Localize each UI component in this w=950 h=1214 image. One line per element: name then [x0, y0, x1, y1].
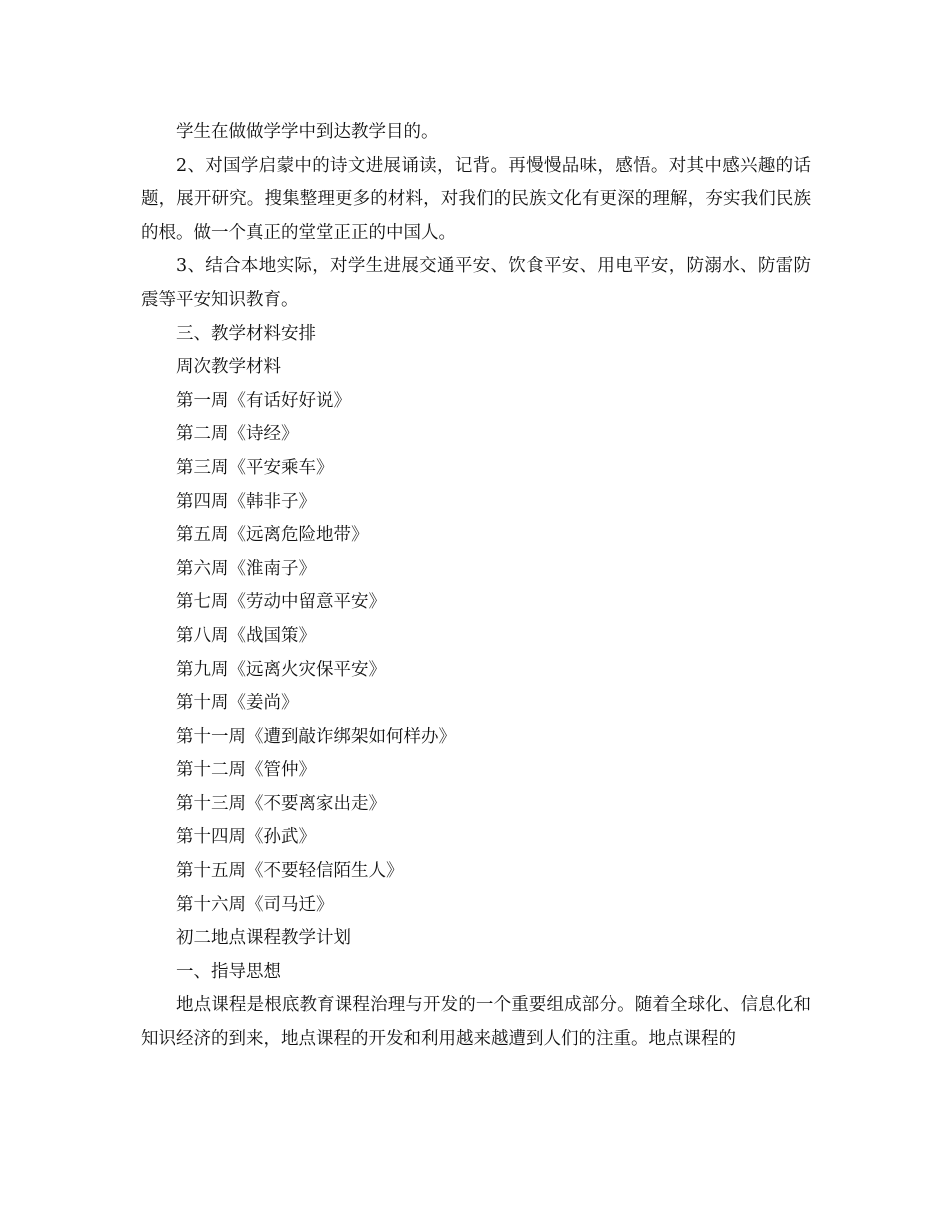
schedule-item: 第五周《远离危险地带》: [176, 525, 369, 546]
document-body: [141, 116, 811, 1057]
schedule-item: 第十一周《遭到敲诈绑架如何样办》: [176, 726, 456, 747]
schedule-item: 第六周《淮南子》: [176, 558, 316, 579]
schedule-item: 第十二周《管仲》: [176, 760, 316, 781]
heading-guiding-ideology: 一、指导思想: [176, 961, 281, 982]
section-heading-materials: 三、教学材料安排: [176, 323, 316, 344]
schedule-item: 第十周《姜尚》: [176, 693, 299, 714]
schedule-item: 第十四周《孙武》: [176, 827, 316, 848]
paragraph-guiding-ideology: 地点课程是根底教育课程治理与开发的一个重要组成部分。随着全球化、信息化和知识经济的到来，地点课程的开发和利用越来越遭到人们的注重。地点课程的: [141, 995, 811, 1050]
paragraph-goal-end: 学生在做做学学中到达教学目的。: [176, 122, 439, 142]
schedule-item: 第四周《韩非子》: [176, 491, 316, 512]
schedule-item: 第八周《战国策》: [176, 625, 316, 646]
schedule-item: 第十六周《司马迁》: [176, 894, 334, 915]
schedule-item: 第二周《诗经》: [176, 424, 299, 445]
schedule-item: 第三周《平安乘车》: [176, 457, 334, 478]
schedule-item: 第九周《远离火灾保平安》: [176, 659, 386, 680]
schedule-item: 第十五周《不要轻信陌生人》: [176, 861, 404, 882]
paragraph-item-2: 2、对国学启蒙中的诗文进展诵读，记背。再慢慢品味，感悟。对其中感兴趣的话题，展开研究。搜集整理更多的材料，对我们的民族文化有更深的理解，夯实我们民族的根。做一个真正的堂堂正正的中国人。: [141, 155, 811, 243]
paragraph-item-3: 3、结合本地实际，对学生进展交通平安、饮食平安、用电平安，防溺水、防雷防震等平安知识教育。: [141, 256, 811, 310]
schedule-item: 第一周《有话好好说》: [176, 390, 351, 411]
schedule-header: 周次教学材料: [176, 357, 281, 378]
section-title: 初二地点课程教学计划: [176, 928, 351, 949]
schedule-item: 第七周《劳动中留意平安》: [176, 592, 386, 613]
schedule-item: 第十三周《不要离家出走》: [176, 793, 386, 814]
